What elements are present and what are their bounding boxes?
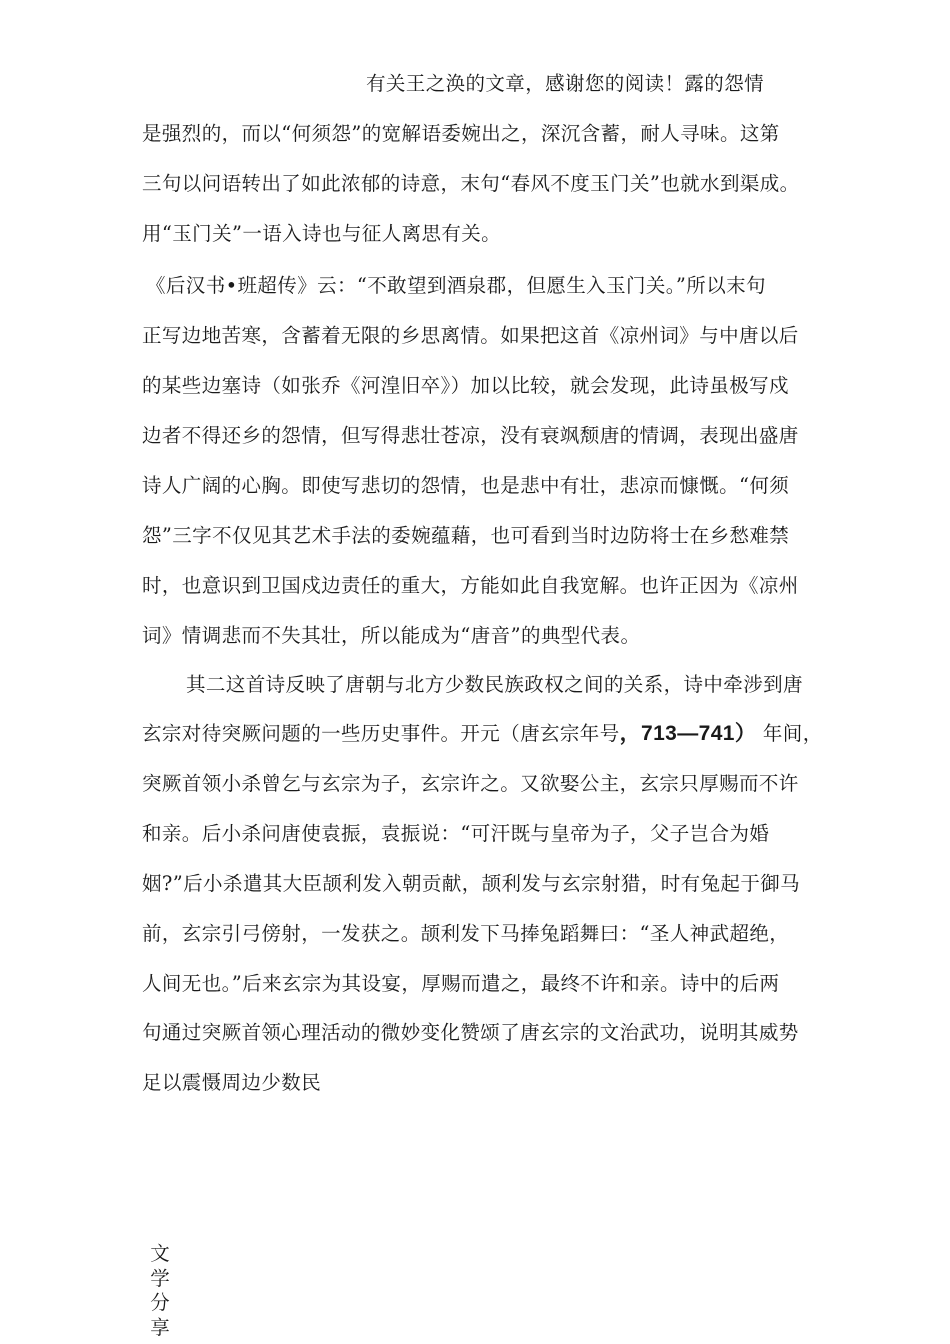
body-line: 句通过突厥首领心理活动的微妙变化赞颂了唐玄宗的文治武功，说明其威势: [142, 1021, 799, 1044]
footer-char: 分: [150, 1291, 170, 1314]
body-line: 边者不得还乡的怨情，但写得悲壮苍凉，没有衰飒颓唐的情调，表现出盛唐: [142, 424, 799, 447]
body-line: 三句以问语转出了如此浓郁的诗意，末句“春风不度玉门关”也就水到渠成。: [142, 172, 800, 195]
kaiyuan-text-end: 年间，: [762, 722, 823, 745]
body-line: 怨”三字不仅见其艺术手法的委婉蕴藉，也可看到当时边防将士在乡愁难禁: [142, 524, 790, 547]
footer-vertical-label: [148, 1242, 172, 1340]
body-line: 是强烈的，而以“何须怨”的宽解语委婉出之，深沉含蓄，耐人寻味。这第: [142, 122, 780, 145]
body-line: 词》情调悲而不失其壮，所以能成为“唐音”的典型代表。: [142, 624, 641, 647]
kaiyuan-years: ，713—741）: [619, 722, 757, 745]
body-line: 《后汉书•班超传》云：“不敢望到酒泉郡，但愿生入玉门关。”所以末句: [146, 274, 766, 297]
body-line: 诗人广阔的心胸。即使写悲切的怨情，也是悲中有壮，悲凉而慷慨。“何须: [142, 474, 790, 497]
body-line: 的某些边塞诗（如张乔《河湟旧卒》）加以比较，就会发现，此诗虽极写戍: [142, 374, 789, 397]
body-line: 足以震慑周边少数民: [142, 1071, 322, 1094]
header-line: 有关王之涣的文章，感谢您的阅读！露的怨情: [366, 72, 765, 95]
body-line-kaiyuan: [142, 722, 823, 746]
paragraph-start-line: 其二这首诗反映了唐朝与北方少数民族政权之间的关系，诗中牵涉到唐: [186, 673, 803, 696]
body-line: 正写边地苦寒，含蓄着无限的乡思离情。如果把这首《凉州词》与中唐以后: [142, 324, 799, 347]
body-line: 时，也意识到卫国戍边责任的重大，方能如此自我宽解。也许正因为《凉州: [142, 574, 799, 597]
footer-char: 文: [150, 1242, 170, 1265]
footer-char: 享: [150, 1315, 170, 1339]
body-line: 用“玉门关”一语入诗也与征人离思有关。: [142, 222, 502, 245]
body-line: 人间无也。”后来玄宗为其设宴，厚赐而遣之，最终不许和亲。诗中的后两: [142, 972, 780, 995]
body-line: 前，玄宗引弓傍射，一发获之。颉利发下马捧兔蹈舞曰：“圣人神武超绝，: [142, 922, 790, 945]
body-line: 突厥首领小杀曾乞与玄宗为子，玄宗许之。又欲娶公主，玄宗只厚赐而不许: [142, 772, 799, 795]
body-line: 和亲。后小杀问唐使袁振，袁振说：“可汗既与皇帝为子，父子岂合为婚: [142, 822, 770, 845]
body-line: 姻?”后小杀遣其大臣颉利发入朝贡献，颉利发与玄宗射猎，时有兔起于御马: [142, 872, 801, 895]
footer-char: 学: [150, 1266, 170, 1290]
kaiyuan-text: 玄宗对待突厥问题的一些历史事件。开元（唐玄宗年号: [142, 722, 620, 745]
